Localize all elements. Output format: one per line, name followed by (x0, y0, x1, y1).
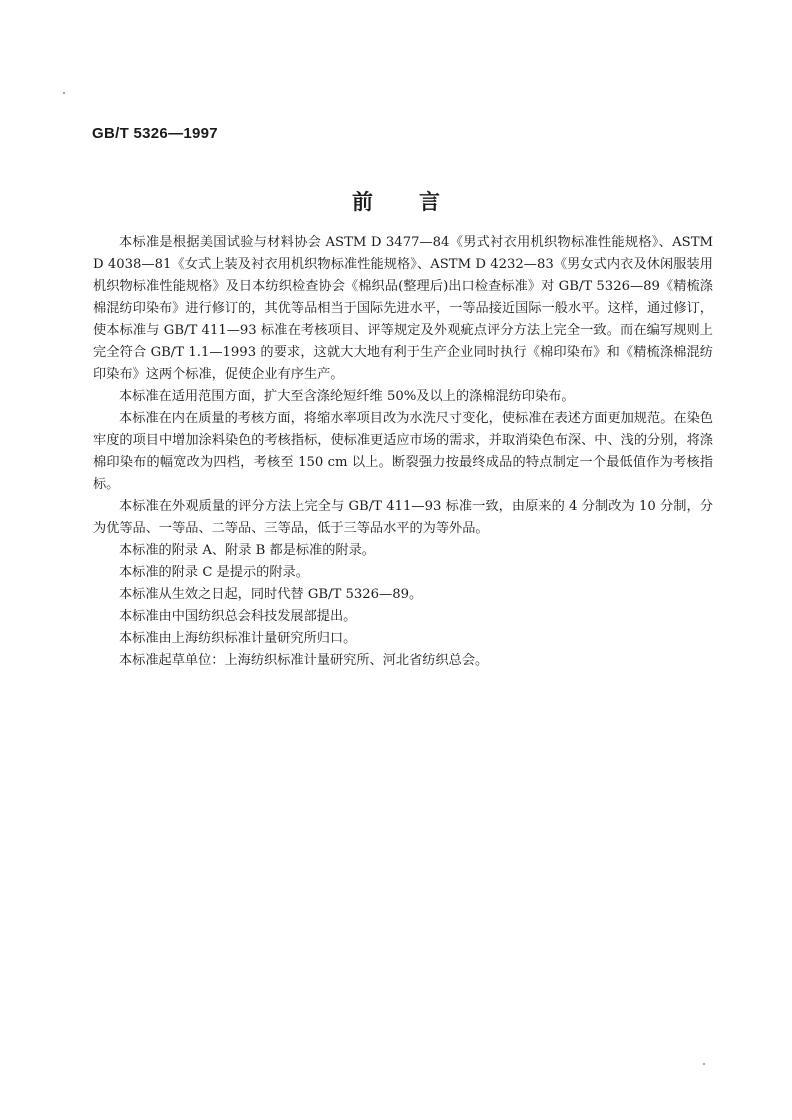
paragraph-9: 本标准由上海纺织标准计量研究所归口。 (119, 631, 357, 646)
paragraph-10: 本标准起草单位：上海纺织标准计量研究所、河北省纺织总会。 (119, 653, 489, 668)
paragraph-2: 本标准在适用范围方面，扩大至含涤纶短纤维 50%及以上的涤棉混纺印染布。 (119, 389, 575, 404)
paragraph-3: 本标准在内在质量的考核方面，将缩水率项目改为水洗尺寸变化，使标准在表述方面更加规范。在染色牢度的项目中增加涂料染色的考核指标，使标准更适应市场的需求，并取消染色布深、中、浅的分别，将涤棉印染布的幅宽改为四档，考核至 150 cm 以上。断裂强力按最终成品的特点制定一个最低值作为考核指标。 (93, 411, 713, 492)
paragraph-1: 本标准是根据美国试验与材料协会 ASTM D 3477—84《男式衬衣用机织物标准性能规格》、ASTM D 4038—81《女式上装及衬衣用机织物标准性能规格》、ASTM D 4232—83《男女式内衣及休闲服装用机织物标准性能规格》及日本纺织检查协会《棉织品(整理后)出口检查标准》对 GB/T 5326—89《精梳涤棉混纺印染布》进行修订的，其优等品相当于国际先进水平，一等品接近国际一般水平。这样，通过修订，使本标准与 GB/T 411—93 标准在考核项目、评等规定及外观疵点评分方法上完全一致。而在编写规则上完全符合 GB/T 1.1—1993 的要求，这就大大地有利于生产企业同时执行《棉印染布》和《精梳涤棉混纺印染布》这两个标准，促使企业有序生产。 (93, 235, 713, 382)
standard-code: GB/T 5326—1997 (92, 125, 218, 142)
paragraph-8: 本标准由中国纺织总会科技发展部提出。 (119, 609, 357, 624)
scan-speck (703, 1063, 705, 1065)
scan-speck (63, 92, 65, 94)
paragraph-5: 本标准的附录 A、附录 B 都是标准的附录。 (119, 543, 375, 558)
foreword-body (93, 232, 713, 672)
page-title: 前言 (352, 190, 486, 214)
paragraph-7: 本标准从生效之日起，同时代替 GB/T 5326—89。 (119, 587, 423, 602)
paragraph-4: 本标准在外观质量的评分方法上完全与 GB/T 411—93 标准一致，由原来的 4 分制改为 10 分制，分为优等品、一等品、二等品、三等品，低于三等品水平的为等外品。 (93, 499, 713, 536)
paragraph-6: 本标准的附录 C 是提示的附录。 (119, 565, 309, 580)
